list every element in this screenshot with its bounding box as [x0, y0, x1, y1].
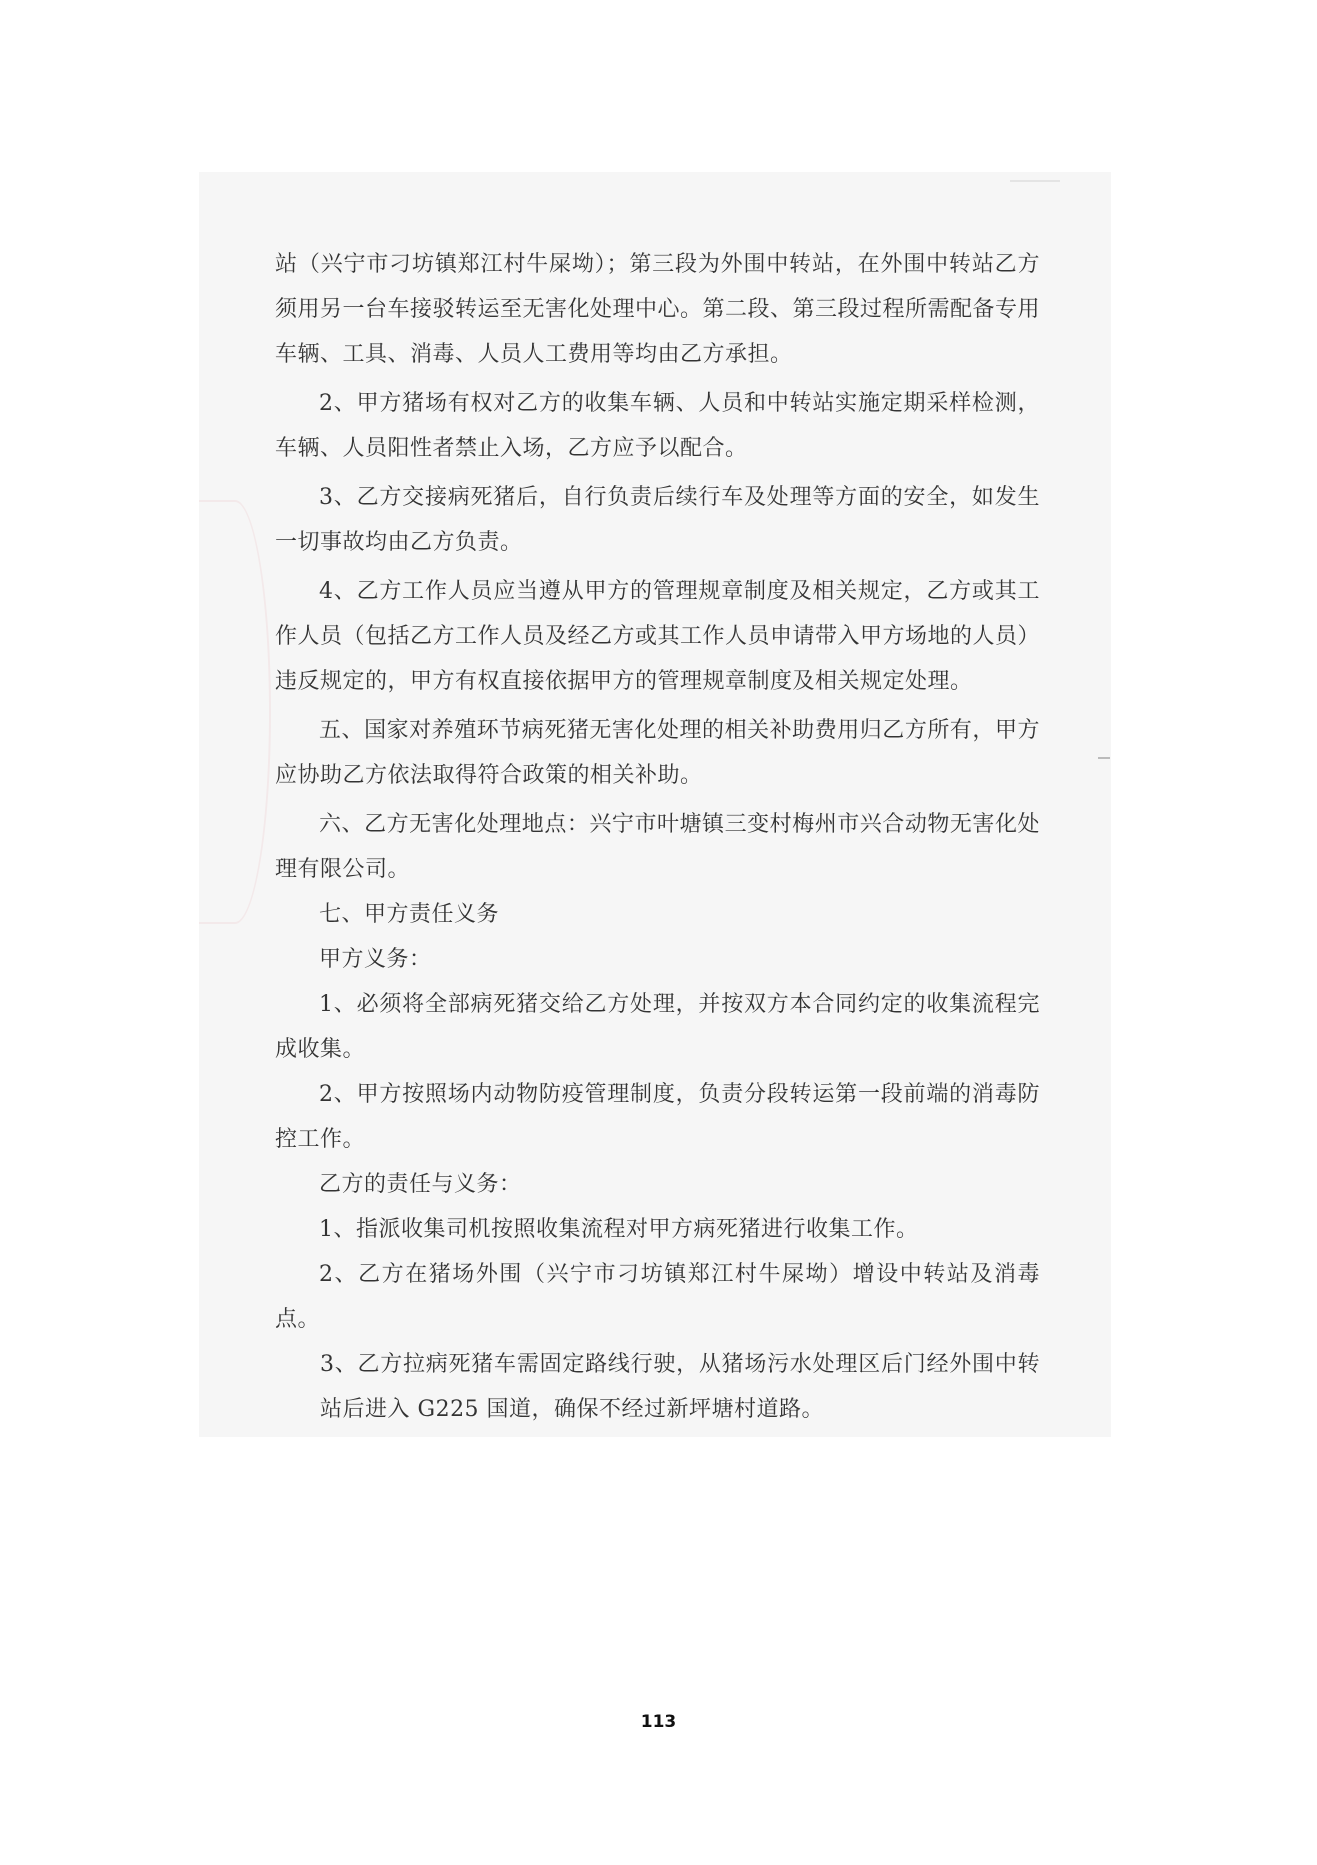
scan-mark: [1010, 180, 1060, 182]
paragraph: 1、必须将全部病死猪交给乙方处理，并按双方本合同约定的收集流程完成收集。: [275, 992, 1040, 1062]
paragraph: 2、甲方按照场内动物防疫管理制度，负责分段转运第一段前端的消毒防控工作。: [275, 1082, 1040, 1152]
scan-mark: [1098, 757, 1110, 759]
paragraph: 六、乙方无害化处理地点：兴宁市叶塘镇三变村梅州市兴合动物无害化处理有限公司。: [275, 812, 1040, 882]
section-heading: 七、甲方责任义务: [319, 902, 500, 927]
subheading: 甲方义务：: [319, 947, 432, 972]
paragraph: 五、国家对养殖环节病死猪无害化处理的相关补助费用归乙方所有，甲方应协助乙方依法取得符合政策的相关补助。: [275, 718, 1040, 788]
subheading: 乙方的责任与义务：: [319, 1172, 522, 1197]
paragraph: 2、甲方猪场有权对乙方的收集车辆、人员和中转站实施定期采样检测，车辆、人员阳性者禁止入场，乙方应予以配合。: [275, 391, 1040, 461]
contract-body: [275, 242, 1040, 1432]
paragraph: 1、指派收集司机按照收集流程对甲方病死猪进行收集工作。: [319, 1217, 919, 1242]
paragraph: 站（兴宁市刁坊镇郑江村牛屎坳）；第三段为外围中转站，在外围中转站乙方须用另一台车接驳转运至无害化处理中心。第二段、第三段过程所需配备专用车辆、工具、消毒、人员人工费用等均由乙方承担。: [275, 252, 1041, 367]
seal-stamp-trace: [199, 500, 271, 924]
paragraph: 3、乙方拉病死猪车需固定路线行驶，从猪场污水处理区后门经外围中转站后进入 G225 国道，确保不经过新坪塘村道路。: [320, 1352, 1040, 1422]
paragraph: 2、乙方在猪场外围（兴宁市刁坊镇郑江村牛屎坳）增设中转站及消毒点。: [275, 1262, 1040, 1332]
paragraph: 4、乙方工作人员应当遵从甲方的管理规章制度及相关规定，乙方或其工作人员（包括乙方工作人员及经乙方或其工作人员申请带入甲方场地的人员）违反规定的，甲方有权直接依据甲方的管理规章制度及相关规定处理。: [275, 579, 1041, 694]
page-number: 113: [640, 1712, 677, 1732]
paragraph: 3、乙方交接病死猪后，自行负责后续行车及处理等方面的安全，如发生一切事故均由乙方负责。: [275, 485, 1040, 555]
